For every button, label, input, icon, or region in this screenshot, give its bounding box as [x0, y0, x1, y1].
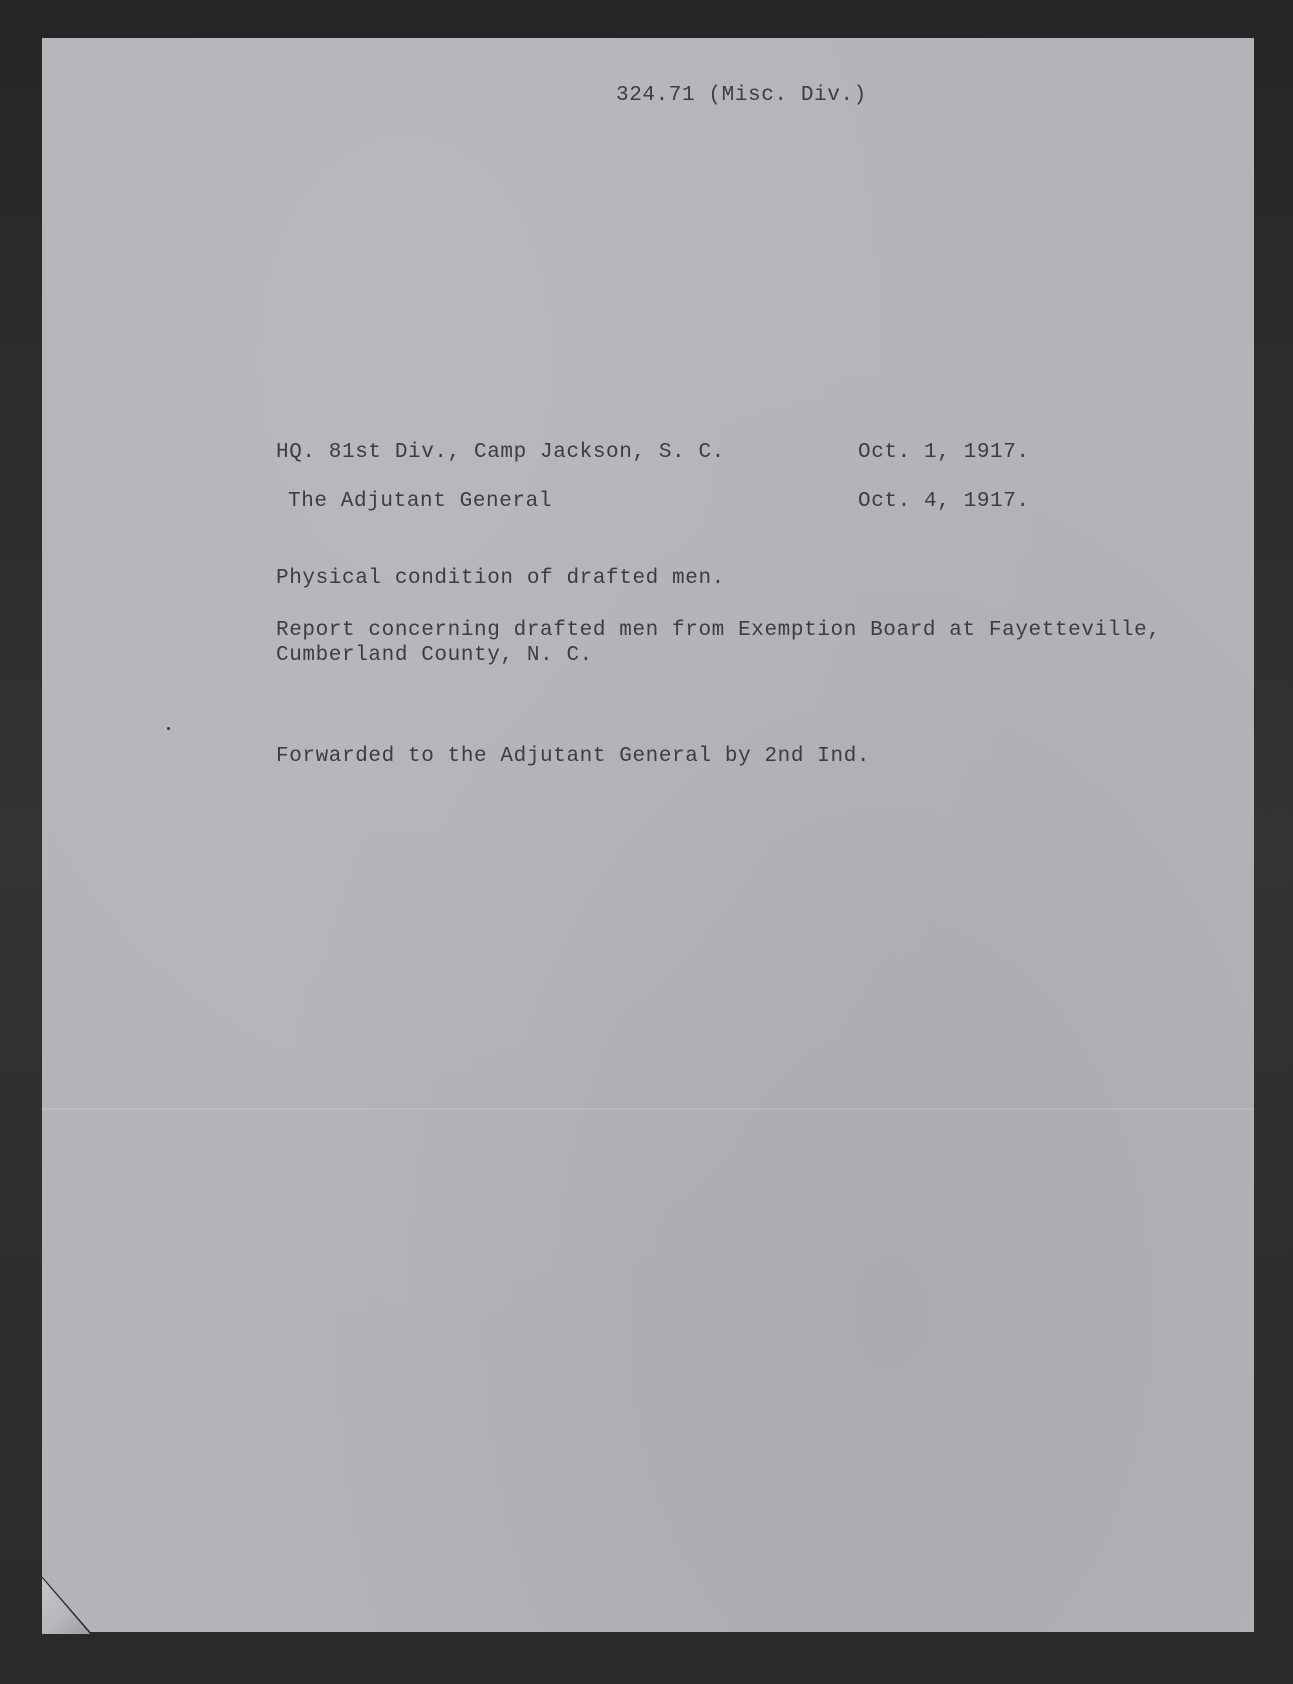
subject-line: Physical condition of drafted men.: [276, 567, 725, 590]
to-date: Oct. 4, 1917.: [858, 490, 1030, 513]
document-page: [42, 38, 1254, 1632]
file-number: 324.71 (Misc. Div.): [616, 84, 867, 107]
paper-speck: [167, 727, 170, 730]
from-office: HQ. 81st Div., Camp Jackson, S. C.: [276, 441, 725, 464]
from-date: Oct. 1, 1917.: [858, 441, 1030, 464]
paper-crease: [42, 1108, 1254, 1110]
description-line-1: Report concerning drafted men from Exemption Board at Fayetteville,: [276, 619, 1161, 642]
to-office: The Adjutant General: [288, 490, 553, 513]
description-line-2: Cumberland County, N. C.: [276, 644, 593, 667]
action-line: Forwarded to the Adjutant General by 2nd Ind.: [276, 745, 871, 768]
